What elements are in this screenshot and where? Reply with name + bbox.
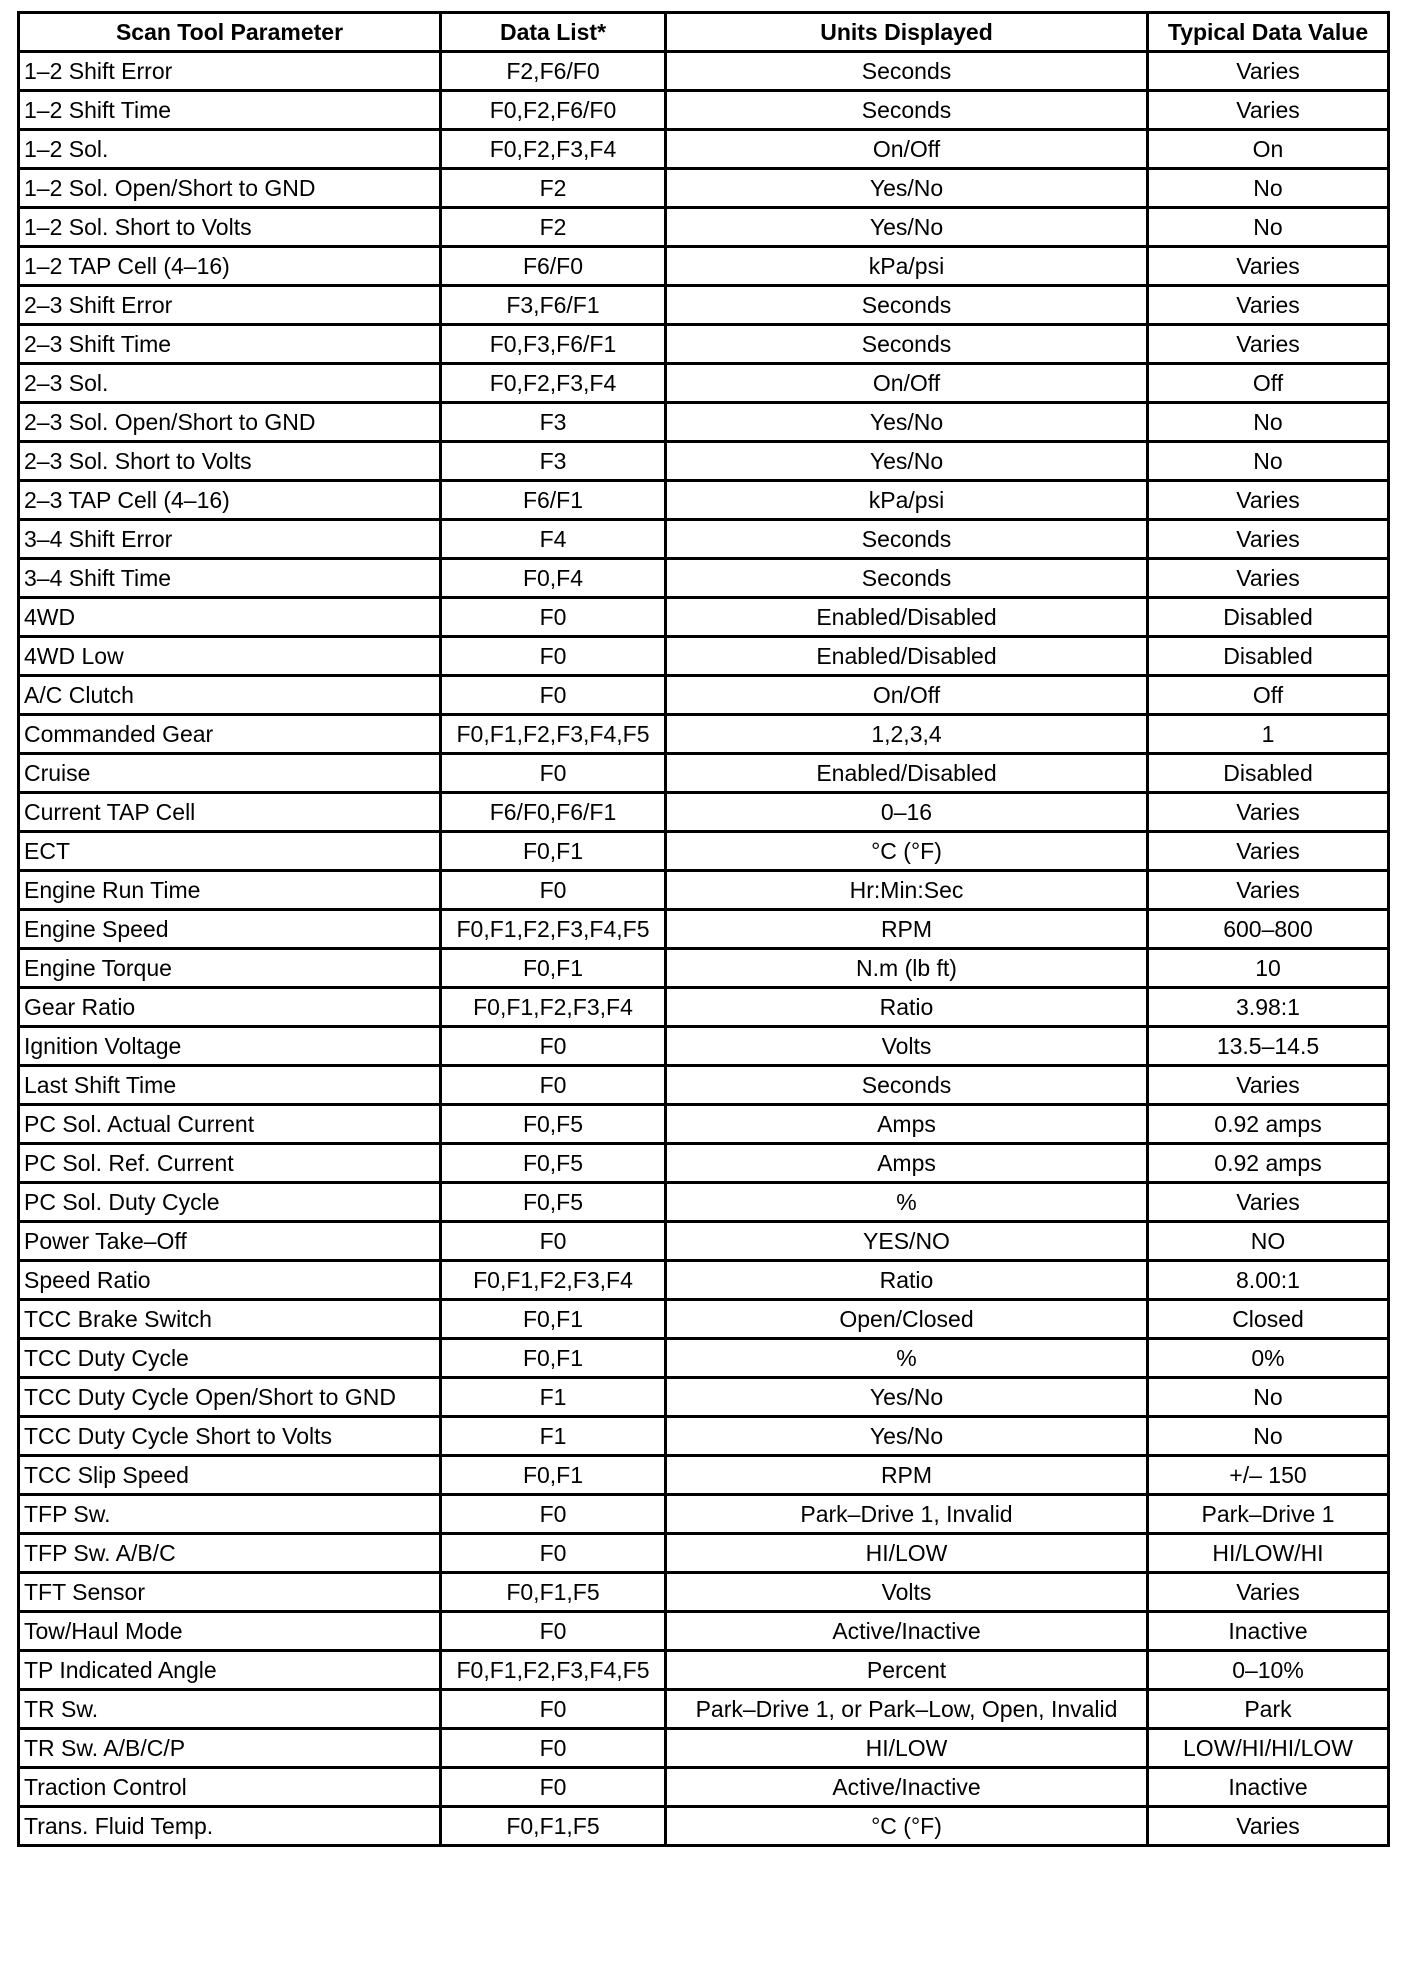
typical-value-cell: Park [1148, 1690, 1389, 1729]
units-cell: Yes/No [666, 208, 1148, 247]
units-cell: % [666, 1339, 1148, 1378]
data-list-cell: F0 [441, 754, 666, 793]
table-row [19, 559, 1389, 598]
parameter-cell: Trans. Fluid Temp. [19, 1807, 441, 1846]
typical-value-cell: Inactive [1148, 1768, 1389, 1807]
data-list-cell: F0 [441, 598, 666, 637]
table-row [19, 520, 1389, 559]
typical-value-cell: 3.98:1 [1148, 988, 1389, 1027]
table-row [19, 1612, 1389, 1651]
parameter-cell: 2–3 Shift Time [19, 325, 441, 364]
typical-value-cell: Varies [1148, 559, 1389, 598]
typical-value-cell: 0–10% [1148, 1651, 1389, 1690]
parameter-cell: Gear Ratio [19, 988, 441, 1027]
data-list-cell: F2,F6/F0 [441, 52, 666, 91]
table-row [19, 1690, 1389, 1729]
table-row [19, 1807, 1389, 1846]
table-row [19, 1144, 1389, 1183]
data-list-cell: F0,F1 [441, 1339, 666, 1378]
data-list-cell: F2 [441, 208, 666, 247]
table-row [19, 832, 1389, 871]
parameter-cell: Current TAP Cell [19, 793, 441, 832]
units-cell: Ratio [666, 1261, 1148, 1300]
typical-value-cell: 1 [1148, 715, 1389, 754]
units-cell: On/Off [666, 130, 1148, 169]
data-list-cell: F3 [441, 442, 666, 481]
data-list-cell: F6/F1 [441, 481, 666, 520]
typical-value-cell: Varies [1148, 832, 1389, 871]
parameter-cell: 1–2 TAP Cell (4–16) [19, 247, 441, 286]
parameter-cell: 4WD [19, 598, 441, 637]
table-row [19, 403, 1389, 442]
units-cell: Ratio [666, 988, 1148, 1027]
typical-value-cell: No [1148, 169, 1389, 208]
parameter-cell: A/C Clutch [19, 676, 441, 715]
typical-value-cell: Off [1148, 364, 1389, 403]
data-list-cell: F0 [441, 871, 666, 910]
table-row [19, 1339, 1389, 1378]
units-cell: Amps [666, 1144, 1148, 1183]
units-cell: °C (°F) [666, 832, 1148, 871]
header-data-list: Data List* [441, 13, 666, 52]
parameter-cell: 3–4 Shift Time [19, 559, 441, 598]
typical-value-cell: Varies [1148, 52, 1389, 91]
typical-value-cell: 13.5–14.5 [1148, 1027, 1389, 1066]
parameter-cell: 4WD Low [19, 637, 441, 676]
typical-value-cell: Varies [1148, 520, 1389, 559]
typical-value-cell: No [1148, 1378, 1389, 1417]
typical-value-cell: On [1148, 130, 1389, 169]
units-cell: Seconds [666, 52, 1148, 91]
parameter-cell: 2–3 Sol. Open/Short to GND [19, 403, 441, 442]
header-row [19, 13, 1389, 52]
data-list-cell: F1 [441, 1378, 666, 1417]
parameter-cell: Power Take–Off [19, 1222, 441, 1261]
units-cell: N.m (lb ft) [666, 949, 1148, 988]
table-row [19, 364, 1389, 403]
typical-value-cell: Varies [1148, 286, 1389, 325]
parameter-cell: TCC Duty Cycle Open/Short to GND [19, 1378, 441, 1417]
units-cell: Yes/No [666, 1417, 1148, 1456]
parameter-cell: TCC Brake Switch [19, 1300, 441, 1339]
data-list-cell: F0,F2,F3,F4 [441, 130, 666, 169]
typical-value-cell: 10 [1148, 949, 1389, 988]
parameter-cell: TCC Slip Speed [19, 1456, 441, 1495]
data-list-cell: F0,F1 [441, 949, 666, 988]
table-row [19, 325, 1389, 364]
units-cell: Yes/No [666, 442, 1148, 481]
typical-value-cell: Closed [1148, 1300, 1389, 1339]
units-cell: 0–16 [666, 793, 1148, 832]
parameter-cell: TR Sw. [19, 1690, 441, 1729]
units-cell: Seconds [666, 559, 1148, 598]
table-row [19, 1534, 1389, 1573]
typical-value-cell: HI/LOW/HI [1148, 1534, 1389, 1573]
units-cell: Open/Closed [666, 1300, 1148, 1339]
parameter-cell: Last Shift Time [19, 1066, 441, 1105]
data-list-cell: F0 [441, 1495, 666, 1534]
data-list-cell: F0,F1,F2,F3,F4,F5 [441, 715, 666, 754]
parameter-cell: 1–2 Sol. Short to Volts [19, 208, 441, 247]
data-list-cell: F0,F5 [441, 1183, 666, 1222]
typical-value-cell: Disabled [1148, 637, 1389, 676]
units-cell: RPM [666, 1456, 1148, 1495]
data-list-cell: F0,F2,F3,F4 [441, 364, 666, 403]
table-row [19, 1495, 1389, 1534]
table-row [19, 1456, 1389, 1495]
typical-value-cell: 0.92 amps [1148, 1105, 1389, 1144]
units-cell: Enabled/Disabled [666, 754, 1148, 793]
table-row [19, 1027, 1389, 1066]
data-list-cell: F0,F1,F2,F3,F4,F5 [441, 1651, 666, 1690]
table-row [19, 1651, 1389, 1690]
parameter-cell: Tow/Haul Mode [19, 1612, 441, 1651]
typical-value-cell: Varies [1148, 1573, 1389, 1612]
data-list-cell: F0 [441, 1066, 666, 1105]
units-cell: Volts [666, 1573, 1148, 1612]
data-list-cell: F3,F6/F1 [441, 286, 666, 325]
units-cell: % [666, 1183, 1148, 1222]
data-list-cell: F0,F5 [441, 1105, 666, 1144]
parameter-cell: TP Indicated Angle [19, 1651, 441, 1690]
parameter-cell: Engine Torque [19, 949, 441, 988]
parameter-cell: ECT [19, 832, 441, 871]
parameter-cell: 2–3 TAP Cell (4–16) [19, 481, 441, 520]
parameter-cell: 1–2 Shift Error [19, 52, 441, 91]
typical-value-cell: No [1148, 1417, 1389, 1456]
table-row [19, 52, 1389, 91]
table-row [19, 1300, 1389, 1339]
units-cell: Seconds [666, 1066, 1148, 1105]
units-cell: Percent [666, 1651, 1148, 1690]
data-list-cell: F0 [441, 1222, 666, 1261]
parameter-cell: TFP Sw. [19, 1495, 441, 1534]
units-cell: Park–Drive 1, Invalid [666, 1495, 1148, 1534]
data-list-cell: F4 [441, 520, 666, 559]
parameter-cell: Engine Run Time [19, 871, 441, 910]
table-row [19, 715, 1389, 754]
units-cell: YES/NO [666, 1222, 1148, 1261]
parameter-cell: TCC Duty Cycle [19, 1339, 441, 1378]
units-cell: Seconds [666, 520, 1148, 559]
data-list-cell: F0,F1 [441, 832, 666, 871]
header-typical-data-value: Typical Data Value [1148, 13, 1389, 52]
table-row [19, 676, 1389, 715]
data-list-cell: F0,F1,F5 [441, 1807, 666, 1846]
units-cell: Active/Inactive [666, 1768, 1148, 1807]
table-row [19, 949, 1389, 988]
parameter-cell: PC Sol. Actual Current [19, 1105, 441, 1144]
data-list-cell: F6/F0,F6/F1 [441, 793, 666, 832]
data-list-cell: F3 [441, 403, 666, 442]
table-row [19, 871, 1389, 910]
data-list-cell: F0 [441, 1612, 666, 1651]
units-cell: Hr:Min:Sec [666, 871, 1148, 910]
parameter-cell: TCC Duty Cycle Short to Volts [19, 1417, 441, 1456]
parameter-cell: Traction Control [19, 1768, 441, 1807]
table-row [19, 1378, 1389, 1417]
typical-value-cell: No [1148, 403, 1389, 442]
parameter-cell: 3–4 Shift Error [19, 520, 441, 559]
table-row [19, 1183, 1389, 1222]
table-row [19, 637, 1389, 676]
typical-value-cell: LOW/HI/HI/LOW [1148, 1729, 1389, 1768]
typical-value-cell: Off [1148, 676, 1389, 715]
units-cell: Seconds [666, 325, 1148, 364]
table-row [19, 1573, 1389, 1612]
typical-value-cell: Varies [1148, 247, 1389, 286]
table-row [19, 988, 1389, 1027]
units-cell: Yes/No [666, 403, 1148, 442]
units-cell: Enabled/Disabled [666, 598, 1148, 637]
table-row [19, 910, 1389, 949]
typical-value-cell: 600–800 [1148, 910, 1389, 949]
typical-value-cell: NO [1148, 1222, 1389, 1261]
table-row [19, 1729, 1389, 1768]
parameter-cell: TR Sw. A/B/C/P [19, 1729, 441, 1768]
table-body [19, 52, 1389, 1846]
data-list-cell: F1 [441, 1417, 666, 1456]
typical-value-cell: Inactive [1148, 1612, 1389, 1651]
table-row [19, 1105, 1389, 1144]
parameter-cell: Cruise [19, 754, 441, 793]
data-list-cell: F0 [441, 1729, 666, 1768]
data-list-cell: F0,F3,F6/F1 [441, 325, 666, 364]
typical-value-cell: Varies [1148, 481, 1389, 520]
units-cell: kPa/psi [666, 247, 1148, 286]
units-cell: Seconds [666, 286, 1148, 325]
data-list-cell: F0,F2,F6/F0 [441, 91, 666, 130]
typical-value-cell: 0.92 amps [1148, 1144, 1389, 1183]
header-scan-tool-parameter: Scan Tool Parameter [19, 13, 441, 52]
data-list-cell: F0,F1,F2,F3,F4 [441, 988, 666, 1027]
typical-value-cell: Park–Drive 1 [1148, 1495, 1389, 1534]
units-cell: Amps [666, 1105, 1148, 1144]
units-cell: HI/LOW [666, 1729, 1148, 1768]
typical-value-cell: 8.00:1 [1148, 1261, 1389, 1300]
units-cell: °C (°F) [666, 1807, 1148, 1846]
units-cell: Seconds [666, 91, 1148, 130]
units-cell: 1,2,3,4 [666, 715, 1148, 754]
units-cell: RPM [666, 910, 1148, 949]
data-list-cell: F0 [441, 1690, 666, 1729]
typical-value-cell: +/– 150 [1148, 1456, 1389, 1495]
table-row [19, 1066, 1389, 1105]
header-units-displayed: Units Displayed [666, 13, 1148, 52]
table-row [19, 1768, 1389, 1807]
units-cell: HI/LOW [666, 1534, 1148, 1573]
typical-value-cell: Varies [1148, 1066, 1389, 1105]
data-list-cell: F0,F1,F2,F3,F4 [441, 1261, 666, 1300]
parameter-cell: 1–2 Sol. Open/Short to GND [19, 169, 441, 208]
table-row [19, 754, 1389, 793]
typical-value-cell: Varies [1148, 793, 1389, 832]
parameter-cell: Commanded Gear [19, 715, 441, 754]
parameter-cell: TFT Sensor [19, 1573, 441, 1612]
units-cell: kPa/psi [666, 481, 1148, 520]
data-list-cell: F0,F1,F2,F3,F4,F5 [441, 910, 666, 949]
typical-value-cell: Varies [1148, 871, 1389, 910]
units-cell: Volts [666, 1027, 1148, 1066]
units-cell: Enabled/Disabled [666, 637, 1148, 676]
parameter-cell: 2–3 Sol. Short to Volts [19, 442, 441, 481]
typical-value-cell: Disabled [1148, 598, 1389, 637]
units-cell: Park–Drive 1, or Park–Low, Open, Invalid [666, 1690, 1148, 1729]
typical-value-cell: Varies [1148, 1183, 1389, 1222]
data-list-cell: F0,F1 [441, 1456, 666, 1495]
parameter-cell: 1–2 Sol. [19, 130, 441, 169]
units-cell: Yes/No [666, 1378, 1148, 1417]
typical-value-cell: Varies [1148, 325, 1389, 364]
table-row [19, 130, 1389, 169]
data-list-cell: F0,F4 [441, 559, 666, 598]
units-cell: On/Off [666, 364, 1148, 403]
table-row [19, 91, 1389, 130]
data-list-cell: F0 [441, 1027, 666, 1066]
data-list-cell: F0,F1 [441, 1300, 666, 1339]
data-list-cell: F0,F5 [441, 1144, 666, 1183]
parameter-cell: 1–2 Shift Time [19, 91, 441, 130]
data-list-cell: F0 [441, 637, 666, 676]
parameter-cell: TFP Sw. A/B/C [19, 1534, 441, 1573]
table-row [19, 169, 1389, 208]
typical-value-cell: No [1148, 208, 1389, 247]
units-cell: On/Off [666, 676, 1148, 715]
table-row [19, 1417, 1389, 1456]
data-list-cell: F0 [441, 1768, 666, 1807]
data-list-cell: F0,F1,F5 [441, 1573, 666, 1612]
table-row [19, 1261, 1389, 1300]
table-row [19, 208, 1389, 247]
scan-tool-data-table [17, 11, 1390, 1847]
typical-value-cell: Varies [1148, 1807, 1389, 1846]
parameter-cell: Engine Speed [19, 910, 441, 949]
parameter-cell: Speed Ratio [19, 1261, 441, 1300]
parameter-cell: PC Sol. Duty Cycle [19, 1183, 441, 1222]
data-list-cell: F2 [441, 169, 666, 208]
data-list-cell: F0 [441, 1534, 666, 1573]
table-row [19, 598, 1389, 637]
table-row [19, 481, 1389, 520]
data-list-cell: F6/F0 [441, 247, 666, 286]
parameter-cell: 2–3 Shift Error [19, 286, 441, 325]
table-row [19, 442, 1389, 481]
units-cell: Active/Inactive [666, 1612, 1148, 1651]
typical-value-cell: No [1148, 442, 1389, 481]
units-cell: Yes/No [666, 169, 1148, 208]
typical-value-cell: 0% [1148, 1339, 1389, 1378]
table-row [19, 793, 1389, 832]
table-row [19, 247, 1389, 286]
parameter-cell: 2–3 Sol. [19, 364, 441, 403]
table-row [19, 1222, 1389, 1261]
data-list-cell: F0 [441, 676, 666, 715]
table-row [19, 286, 1389, 325]
parameter-cell: PC Sol. Ref. Current [19, 1144, 441, 1183]
typical-value-cell: Disabled [1148, 754, 1389, 793]
parameter-cell: Ignition Voltage [19, 1027, 441, 1066]
typical-value-cell: Varies [1148, 91, 1389, 130]
